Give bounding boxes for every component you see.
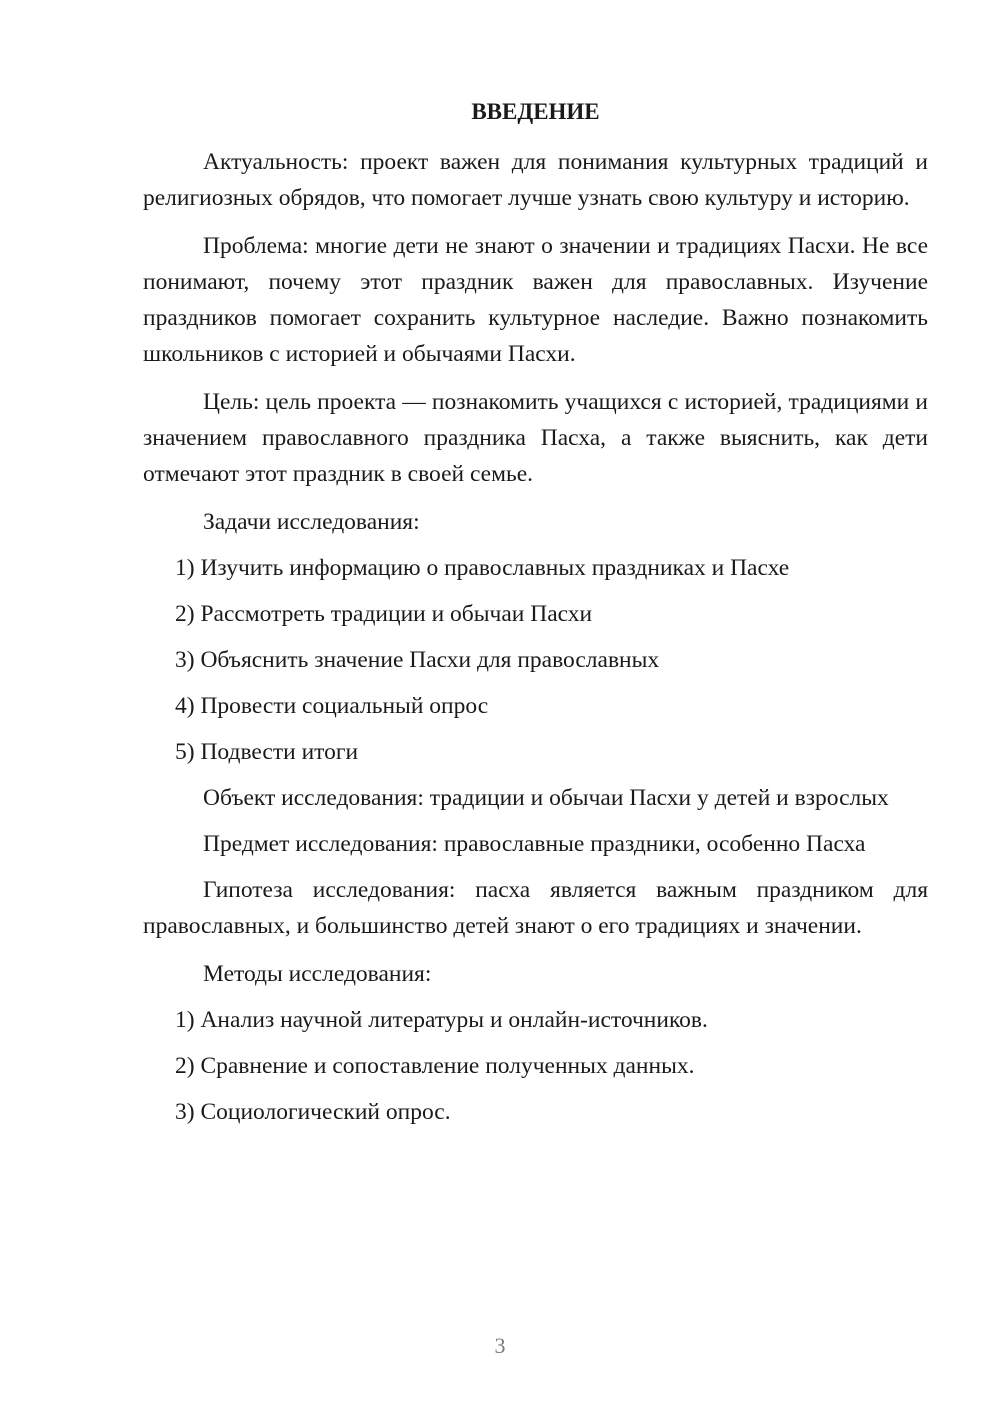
page-content [143, 94, 928, 1140]
tasks-heading: Задачи исследования: [203, 509, 420, 535]
problem-paragraph: Проблема: многие дети не знают о значении и традициях Пасхи. Не все понимают, почему этот праздник важен для православных. Изучение праздников помогает сохранить культурное наследие. Важно познакомить школьников с историей и обычаями Пасхи. [143, 233, 928, 367]
method-item-2: 2) Сравнение и сопоставление полученных данных. [175, 1053, 695, 1079]
subject-paragraph: Предмет исследования: православные праздники, особенно Пасха [203, 831, 866, 857]
method-item-1: 1) Анализ научной литературы и онлайн-источников. [175, 1007, 708, 1033]
relevance-paragraph: Актуальность: проект важен для понимания культурных традиций и религиозных обрядов, что помогает лучше узнать свою культуру и историю. [143, 149, 928, 211]
task-item-1: 1) Изучить информацию о православных праздниках и Пасхе [175, 555, 790, 581]
task-item-2: 2) Рассмотреть традиции и обычаи Пасхи [175, 601, 593, 627]
task-item-3: 3) Объяснить значение Пасхи для православных [175, 647, 660, 673]
object-paragraph: Объект исследования: традиции и обычаи Пасхи у детей и взрослых [203, 785, 889, 811]
task-item-5: 5) Подвести итоги [175, 739, 359, 765]
goal-paragraph: Цель: цель проекта — познакомить учащихся с историей, традициями и значением православного праздника Пасха, а также выяснить, как дети отмечают этот праздник в своей семье. [143, 389, 928, 487]
methods-heading: Методы исследования: [203, 961, 432, 987]
hypothesis-paragraph: Гипотеза исследования: пасха является важным праздником для православных, и большинство детей знают о его традициях и значении. [143, 877, 928, 939]
page-title: ВВЕДЕНИЕ [471, 99, 600, 124]
page-number: 3 [494, 1333, 506, 1358]
method-item-3: 3) Социологический опрос. [175, 1099, 451, 1125]
task-item-4: 4) Провести социальный опрос [175, 693, 489, 719]
